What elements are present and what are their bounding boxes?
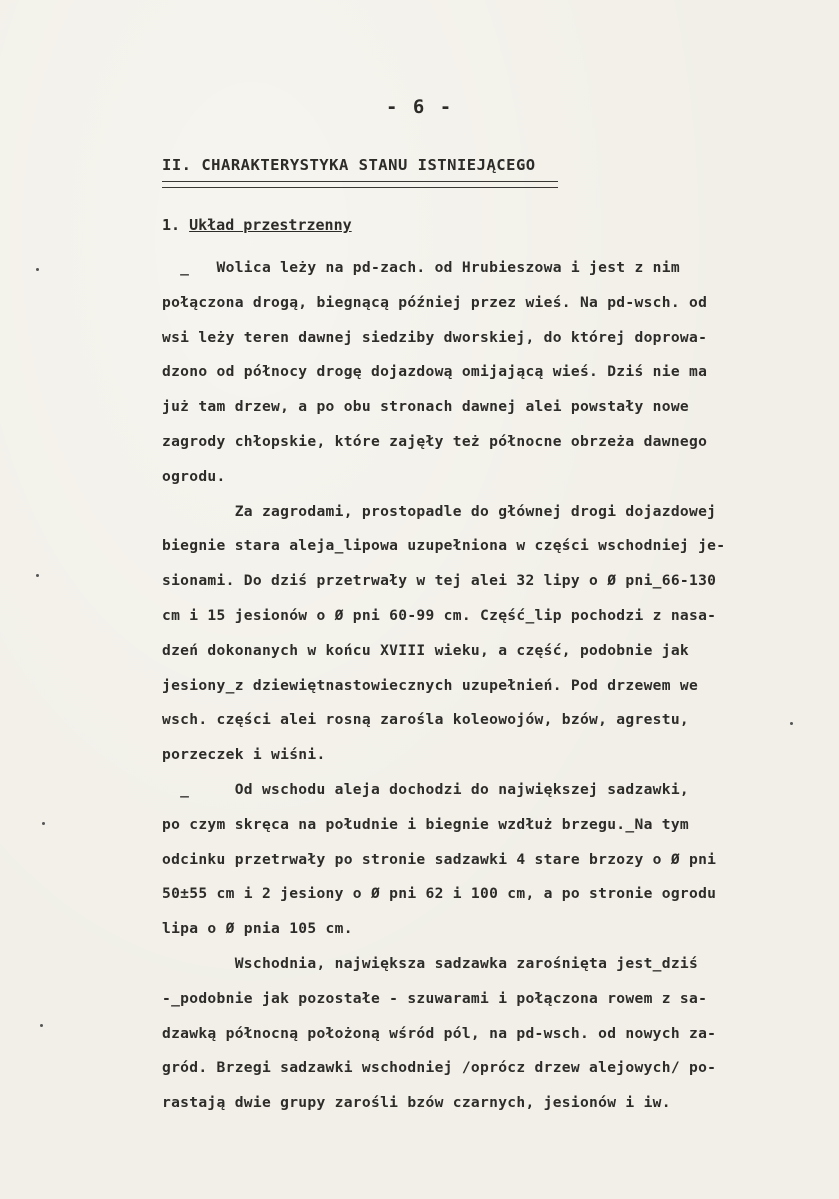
- text-line: Wschodnia, największa sadzawka zarośnięta jest_dziś: [162, 954, 699, 972]
- text-line: gród. Brzegi sadzawki wschodniej /oprócz drzew alejowych/ po-: [162, 1059, 717, 1077]
- text-line: rastają dwie grupy zarośli bzów czarnych, jesionów i iw.: [162, 1094, 671, 1112]
- subsection-heading: [162, 216, 352, 234]
- text-line: lipa o Ø pnia 105 cm.: [162, 920, 353, 938]
- margin-mark: [40, 1024, 43, 1027]
- text-line: cm i 15 jesionów o Ø pni 60-99 cm. Część_lip pochodzi z nasa-: [162, 606, 717, 624]
- text-line: zagrody chłopskie, które zajęły też północne obrzeża dawnego: [162, 432, 708, 450]
- text-line: wsch. części alei rosną zarośla koleowojów, bzów, agrestu,: [162, 711, 689, 729]
- subsection-title: Układ przestrzenny: [189, 216, 352, 234]
- text-line: połączona drogą, biegnącą później przez wieś. Na pd-wsch. od: [162, 293, 708, 311]
- text-line: ogrodu.: [162, 467, 226, 485]
- text-line: jesiony_z dziewiętnastowiecznych uzupełnień. Pod drzewem we: [162, 676, 699, 694]
- page-number: - 6 -: [386, 96, 454, 118]
- text-line: dzeń dokonanych w końcu XVIII wieku, a część, podobnie jak: [162, 641, 689, 659]
- body-text: [162, 251, 782, 1121]
- text-line: biegnie stara aleja_lipowa uzupełniona w części wschodniej je-: [162, 537, 726, 555]
- margin-mark: [790, 722, 793, 725]
- text-line: dzono od północy drogę dojazdową omijającą wieś. Dziś nie ma: [162, 363, 708, 381]
- text-line: -_podobnie jak pozostałe - szuwarami i połączona rowem z sa-: [162, 989, 708, 1007]
- text-line: _ Od wschodu aleja dochodzi do największej sadzawki,: [162, 780, 689, 798]
- text-line: już tam drzew, a po obu stronach dawnej alei powstały nowe: [162, 398, 689, 416]
- section-heading: II. CHARAKTERYSTYKA STANU ISTNIEJĄCEGO: [162, 156, 536, 174]
- margin-mark: [36, 574, 39, 577]
- subsection-number: 1.: [162, 216, 181, 234]
- text-line: po czym skręca na południe i biegnie wzdłuż brzegu._Na tym: [162, 815, 689, 833]
- text-line: sionami. Do dziś przetrwały w tej alei 32 lipy o Ø pni_66-130: [162, 572, 717, 590]
- heading-double-rule: [162, 181, 558, 188]
- text-line: 50±55 cm i 2 jesiony o Ø pni 62 i 100 cm, a po stronie ogrodu: [162, 885, 717, 903]
- text-line: odcinku przetrwały po stronie sadzawki 4 stare brzozy o Ø pni: [162, 850, 717, 868]
- margin-mark: [42, 822, 45, 825]
- text-line: _ Wolica leży na pd-zach. od Hrubieszowa i jest z nim: [162, 259, 680, 276]
- text-line: dzawką północną położoną wśród pól, na pd-wsch. od nowych za-: [162, 1024, 717, 1042]
- margin-mark: [36, 268, 39, 271]
- text-line: porzeczek i wiśni.: [162, 746, 326, 764]
- text-line: Za zagrodami, prostopadle do głównej drogi dojazdowej: [162, 502, 717, 520]
- text-line: wsi leży teren dawnej siedziby dworskiej, do której doprowa-: [162, 328, 708, 346]
